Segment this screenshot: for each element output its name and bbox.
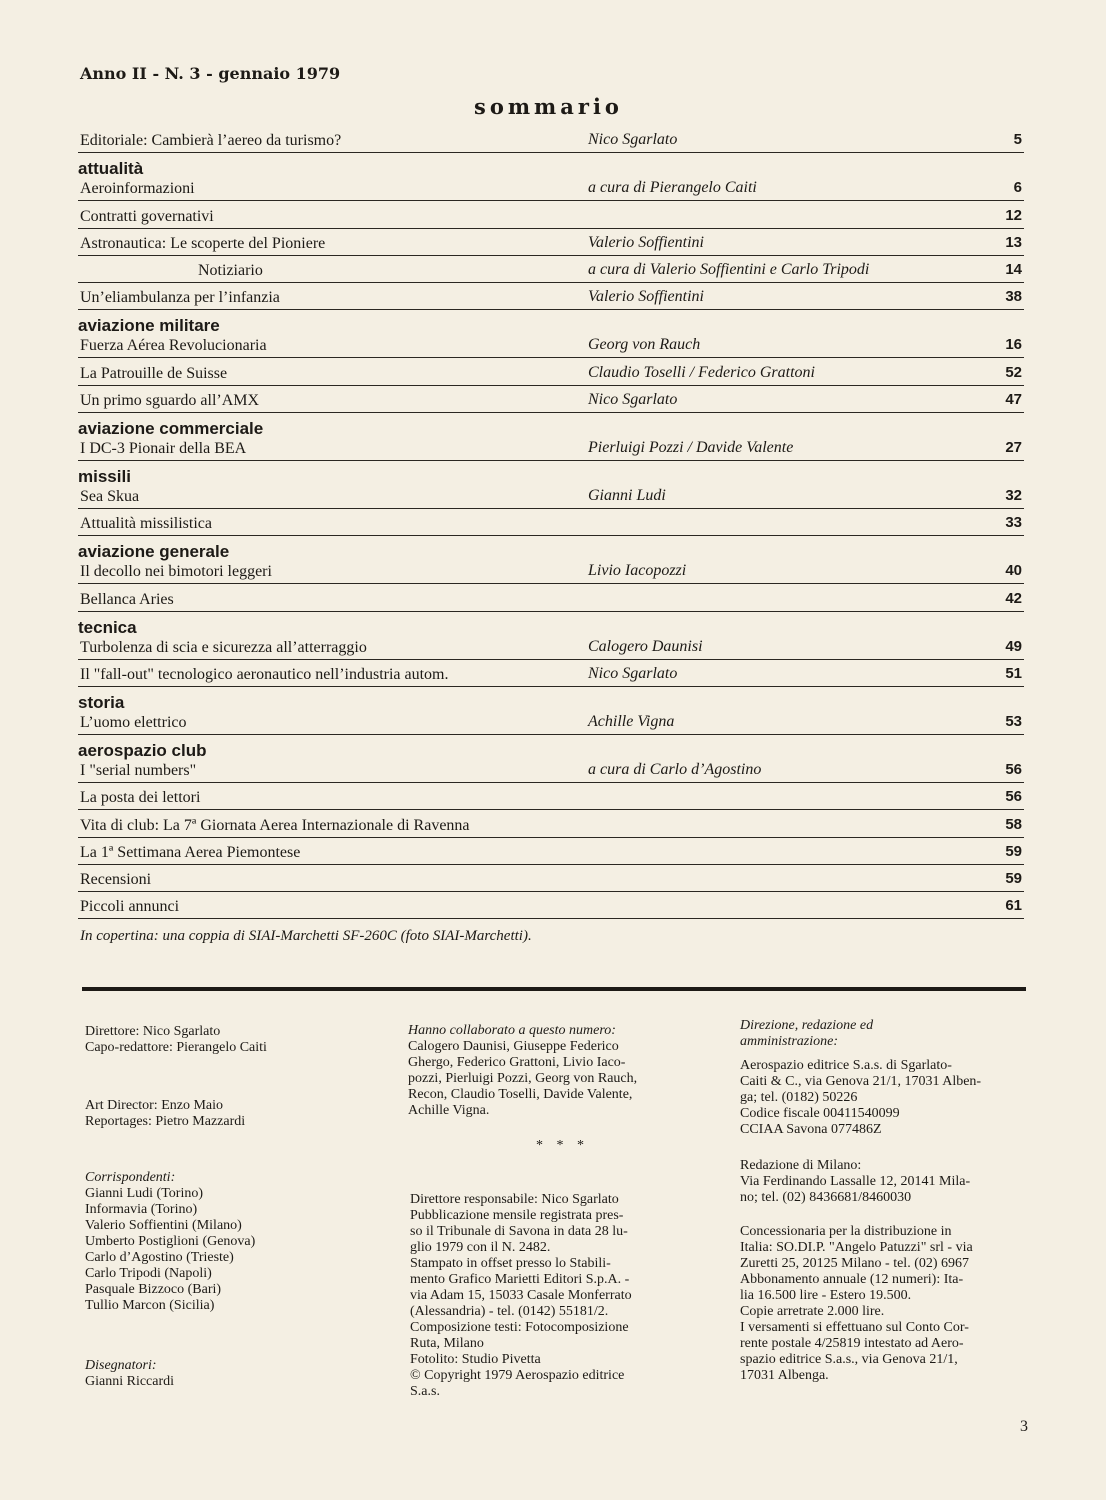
entry-page: 56 <box>1005 760 1022 778</box>
distribution-line: Copie arretrate 2.000 lire. <box>740 1304 885 1319</box>
section-title: storia <box>78 692 125 712</box>
toc-entry <box>78 637 1024 660</box>
distribution-line: Zuretti 25, 20125 Milano - tel. (02) 6967 <box>740 1256 970 1271</box>
toc-entry <box>78 760 1024 783</box>
section-title: aviazione generale <box>78 542 230 562</box>
entry-page: 53 <box>1005 712 1022 730</box>
entry-author: Pierluigi Pozzi / Davide Valente <box>588 439 794 457</box>
entry-page: 52 <box>1005 363 1022 381</box>
toc-entry <box>78 201 1024 228</box>
entry-title: Astronautica: Le scoperte del Pioniere <box>80 234 326 252</box>
entry-page: 27 <box>1005 439 1022 457</box>
direction-block <box>740 1058 1040 1138</box>
entry-title: Contratti governativi <box>80 207 214 225</box>
entry-title: Turbolenza di scia e sicurezza all’atterraggio <box>80 638 367 656</box>
direction-line: ga; tel. (0182) 50226 <box>740 1090 858 1105</box>
entry-author: Valerio Soffientini <box>588 233 704 251</box>
staff-line: Art Director: Enzo Maio <box>85 1098 224 1113</box>
illustrators-list <box>85 1374 385 1390</box>
entry-page: 32 <box>1005 487 1022 505</box>
collaborators-line: pozzi, Pierluigi Pozzi, Georg von Rauch, <box>408 1071 638 1086</box>
correspondents-title: Corrispondenti: <box>85 1170 176 1185</box>
illustrator: Gianni Riccardi <box>85 1374 175 1389</box>
entry-page: 40 <box>1005 562 1022 580</box>
collaborators-list <box>408 1039 708 1119</box>
collaborators-line: Ghergo, Federico Grattoni, Livio Iaco- <box>408 1055 626 1070</box>
toc-entry <box>78 438 1024 461</box>
entry-page: 59 <box>1005 870 1022 888</box>
correspondent: Umberto Postiglioni (Genova) <box>85 1234 256 1249</box>
entry-author: Nico Sgarlato <box>588 664 678 682</box>
distribution-line: Abbonamento annuale (12 numeri): Ita- <box>740 1272 964 1287</box>
collaborators-line: Achille Vigna. <box>408 1103 490 1118</box>
correspondents-list <box>85 1186 385 1314</box>
page-number: 3 <box>1020 1418 1028 1435</box>
entry-title: La Patrouille de Suisse <box>80 364 228 382</box>
direction-title-line: Direzione, redazione ed <box>740 1018 874 1033</box>
legal-line: glio 1979 con il N. 2482. <box>410 1240 551 1255</box>
toc-entry <box>78 229 1024 256</box>
section-title: aviazione commerciale <box>78 419 264 439</box>
toc-entry <box>78 584 1024 611</box>
entry-author: Nico Sgarlato <box>588 391 678 409</box>
entry-title: Un primo sguardo all’AMX <box>80 392 260 410</box>
staff-line: Direttore: Nico Sgarlato <box>85 1024 221 1039</box>
direction-title-line: amministrazione: <box>740 1034 838 1049</box>
distribution-line: rente postale 4/25819 intestato ad Aero- <box>740 1336 964 1351</box>
toc-entry <box>78 561 1024 584</box>
legal-line: mento Grafico Marietti Editori S.p.A. - <box>410 1272 630 1287</box>
direction-title <box>740 1018 1040 1050</box>
illustrators-title: Disegnatori: <box>85 1358 157 1373</box>
legal-line: Stampato in offset presso lo Stabili- <box>410 1256 611 1271</box>
entry-page: 61 <box>1005 897 1022 915</box>
entry-title: Notiziario <box>198 262 263 280</box>
staff-line: Capo-redattore: Pierangelo Caiti <box>85 1040 267 1055</box>
cover-note: In copertina: una coppia di SIAI-Marchetti SF-260C (foto SIAI-Marchetti). <box>80 928 532 944</box>
entry-title: Sea Skua <box>80 488 140 506</box>
colophon-left <box>85 1024 385 1390</box>
entry-page: 38 <box>1005 288 1022 306</box>
entry-page: 13 <box>1005 233 1022 251</box>
section-title: tecnica <box>78 617 137 637</box>
entry-title: I "serial numbers" <box>80 761 197 779</box>
separator-stars: * * * <box>536 1138 589 1153</box>
legal-line: Direttore responsabile: Nico Sgarlato <box>410 1192 619 1207</box>
legal-line: S.a.s. <box>410 1384 440 1399</box>
entry-page: 16 <box>1005 336 1022 354</box>
section-title: aerospazio club <box>78 740 207 760</box>
distribution-line: spazio editrice S.a.s., via Genova 21/1, <box>740 1352 958 1367</box>
page-title: sommario <box>474 94 623 119</box>
colophon-middle <box>408 1023 708 1119</box>
toc-entry <box>78 386 1024 413</box>
correspondent: Pasquale Bizzoco (Bari) <box>85 1282 222 1297</box>
direction-line: Caiti & C., via Genova 21/1, 17031 Alben- <box>740 1074 982 1089</box>
entry-title: Il decollo nei bimotori leggeri <box>80 563 272 581</box>
toc-entry <box>78 509 1024 536</box>
milan-office-line: Via Ferdinando Lassalle 12, 20141 Mila- <box>740 1174 971 1189</box>
correspondent: Tullio Marcon (Sicilia) <box>85 1298 215 1313</box>
entry-title: Il "fall-out" tecnologico aeronautico nell’industria autom. <box>80 665 449 683</box>
legal-line: via Adam 15, 15033 Casale Monferrato <box>410 1288 632 1303</box>
toc-entry <box>78 838 1024 865</box>
distribution-line: 17031 Albenga. <box>740 1368 829 1383</box>
distribution-line: Italia: SO.DI.P. "Angelo Patuzzi" srl - via <box>740 1240 973 1255</box>
entry-author: Achille Vigna <box>588 712 675 730</box>
toc-entry <box>78 865 1024 892</box>
entry-title: I DC-3 Pionair della BEA <box>80 440 247 458</box>
entry-author: a cura di Pierangelo Caiti <box>588 179 757 197</box>
entry-author: Gianni Ludi <box>588 487 666 505</box>
entry-author: Georg von Rauch <box>588 336 701 354</box>
legal-line: (Alessandria) - tel. (0142) 55181/2. <box>410 1304 609 1319</box>
entry-page: 42 <box>1005 589 1022 607</box>
entry-author: Livio Iacopozzi <box>588 562 687 580</box>
entry-page: 5 <box>1013 131 1022 149</box>
entry-title: La 1ª Settimana Aerea Piemontese <box>80 843 301 861</box>
toc-entry <box>78 256 1024 283</box>
entry-title: Editoriale: Cambierà l’aereo da turismo? <box>80 132 342 150</box>
colophon-right <box>740 1018 1040 1384</box>
entry-title: La posta dei lettori <box>80 789 201 807</box>
entry-page: 12 <box>1005 206 1022 224</box>
colophon-legal <box>410 1192 710 1400</box>
entry-author: Claudio Toselli / Federico Grattoni <box>588 363 815 381</box>
milan-office-line: no; tel. (02) 8436681/8460030 <box>740 1190 912 1205</box>
entry-title: Piccoli annunci <box>80 898 180 916</box>
entry-page: 14 <box>1005 261 1022 279</box>
divider <box>82 987 1026 991</box>
direction-line: Aerospazio editrice S.a.s. di Sgarlato- <box>740 1058 952 1073</box>
entry-title: Recensioni <box>80 871 152 889</box>
entry-author: Calogero Daunisi <box>588 637 703 655</box>
entry-page: 58 <box>1005 815 1022 833</box>
entry-page: 51 <box>1005 664 1022 682</box>
staff-block <box>85 1024 385 1056</box>
collaborators-title: Hanno collaborato a questo numero: <box>408 1023 616 1038</box>
staff-block-2 <box>85 1098 385 1130</box>
direction-line: CCIAA Savona 077486Z <box>740 1122 882 1137</box>
entry-title: Bellanca Aries <box>80 590 174 608</box>
issue-line: Anno II - N. 3 - gennaio 1979 <box>80 64 341 83</box>
entry-title: Un’eliambulanza per l’infanzia <box>80 289 280 307</box>
entry-page: 56 <box>1005 788 1022 806</box>
toc-entry <box>78 783 1024 810</box>
correspondent: Valerio Soffientini (Milano) <box>85 1218 242 1233</box>
toc-entry <box>78 335 1024 358</box>
toc-entry <box>78 126 1024 153</box>
legal-line: so il Tribunale di Savona in data 28 lu- <box>410 1224 628 1239</box>
staff-line: Reportages: Pietro Mazzardi <box>85 1114 246 1129</box>
legal-block <box>410 1192 710 1400</box>
legal-line: Composizione testi: Fotocomposizione <box>410 1320 629 1335</box>
toc-entry <box>78 892 1024 919</box>
toc-entry <box>78 178 1024 201</box>
entry-title: Aeroinformazioni <box>80 180 195 198</box>
entry-author: Nico Sgarlato <box>588 131 678 149</box>
distribution-line: I versamenti si effettuano sul Conto Cor- <box>740 1320 969 1335</box>
section-title: aviazione militare <box>78 316 220 336</box>
table-of-contents <box>78 126 1024 919</box>
entry-page: 33 <box>1005 514 1022 532</box>
entry-title: L’uomo elettrico <box>80 713 187 731</box>
correspondent: Gianni Ludi (Torino) <box>85 1186 203 1201</box>
section-title: attualità <box>78 159 144 179</box>
entry-author: a cura di Carlo d’Agostino <box>588 760 762 778</box>
direction-line: Codice fiscale 00411540099 <box>740 1106 900 1121</box>
entry-page: 59 <box>1005 842 1022 860</box>
collaborators-line: Recon, Claudio Toselli, Davide Valente, <box>408 1087 633 1102</box>
distribution-line: Concessionaria per la distribuzione in <box>740 1224 952 1239</box>
entry-author: Valerio Soffientini <box>588 288 704 306</box>
entry-page: 6 <box>1013 179 1022 197</box>
milan-office-line: Redazione di Milano: <box>740 1158 862 1173</box>
toc-entry <box>78 486 1024 509</box>
correspondent: Carlo d’Agostino (Trieste) <box>85 1250 234 1265</box>
correspondent: Informavia (Torino) <box>85 1202 198 1217</box>
toc-entry <box>78 712 1024 735</box>
section-title: missili <box>78 467 131 487</box>
toc-entry <box>78 358 1024 385</box>
entry-page: 49 <box>1005 637 1022 655</box>
entry-title: Fuerza Aérea Revolucionaria <box>80 337 267 355</box>
toc-entry <box>78 810 1024 837</box>
entry-author: a cura di Valerio Soffientini e Carlo Tripodi <box>588 261 870 279</box>
collaborators-line: Calogero Daunisi, Giuseppe Federico <box>408 1039 619 1054</box>
entry-page: 47 <box>1005 391 1022 409</box>
legal-line: © Copyright 1979 Aerospazio editrice <box>410 1368 625 1383</box>
toc-entry <box>78 660 1024 687</box>
legal-line: Pubblicazione mensile registrata pres- <box>410 1208 624 1223</box>
entry-title: Vita di club: La 7ª Giornata Aerea Internazionale di Ravenna <box>80 816 470 834</box>
legal-line: Fotolito: Studio Pivetta <box>410 1352 541 1367</box>
entry-title: Attualità missilistica <box>80 515 212 533</box>
distribution-block <box>740 1224 1040 1384</box>
legal-line: Ruta, Milano <box>410 1336 484 1351</box>
toc-entry <box>78 283 1024 310</box>
milan-office-block <box>740 1158 1040 1206</box>
distribution-line: lia 16.500 lire - Estero 19.500. <box>740 1288 912 1303</box>
correspondent: Carlo Tripodi (Napoli) <box>85 1266 212 1281</box>
